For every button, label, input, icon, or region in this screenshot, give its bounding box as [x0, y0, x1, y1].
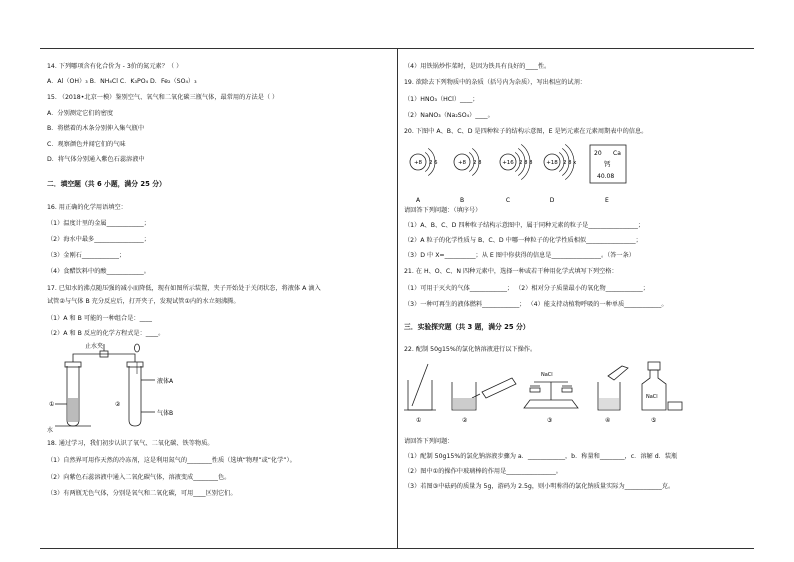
bottle-reagent-label: NaCl [646, 394, 658, 400]
question-22-part-3: （3）若图③中砝码的质量为 5g，游码为 2.5g，则小明称得的氯化钠质量实际为____________克。 [404, 483, 675, 490]
nucleus-charge: +8 [413, 160, 423, 166]
step-4-label: ④ [605, 417, 611, 424]
electron-count: 8 [568, 160, 572, 166]
electron-count: 6 [434, 160, 438, 166]
question-18-part-3: （3）有两瓶无色气体，分别是氧气和二氧化碳，可用____区别它们。 [47, 490, 237, 497]
step-3-label: ③ [547, 417, 553, 424]
question-15-option-d: D．将气体分别通入紫色石蕊溶液中 [47, 156, 145, 163]
tube-1-label: ① [49, 401, 55, 408]
electron-count: 2 [429, 160, 433, 166]
question-14: 14. 下列哪项含有化合价为 - 3价的氮元素？（ ） [47, 63, 183, 70]
periodic-table-cell [590, 145, 626, 204]
question-22-prompt: 请回答下列问题： [404, 438, 454, 445]
question-20-part-2: （2）A 粒子的化学性质与 B、C、D 中哪一种粒子的化学性质相似________________； [404, 237, 642, 244]
question-20-part-3: （3）D 中 X=__________；从 E 图中你获得的信息是________________。（答一条） [404, 252, 635, 259]
question-15-option-a: A．分别测定它们的密度 [47, 110, 114, 117]
question-20-part-1: （1）A、B、C、D 四种粒子结构示意图中，属于同种元素的粒子是________________； [404, 222, 645, 229]
question-18: 18. 通过学习，我们初步认识了氧气、二氧化碳、铁等物质。 [47, 440, 214, 447]
electron-count: x [573, 160, 577, 166]
question-22-part-1: （1）配制 50g15%的氯化钠溶液步骤为 a．____________，b．称量和________，c．溶解 d．装瓶 [404, 453, 678, 460]
electron-count: 8 [524, 160, 528, 166]
step-5-label: ⑤ [651, 417, 657, 424]
column-divider [397, 48, 398, 548]
question-18-part-2: （2）向紫色石蕊溶液中通入二氧化碳气体，溶液变成________色。 [47, 474, 231, 481]
question-17-apparatus-figure [45, 342, 185, 434]
dropper-bulb [135, 344, 140, 352]
solution-prep-figure [402, 358, 692, 428]
question-19-part-1: （1）HNO₃（HCl）____； [404, 96, 479, 103]
atom-letter: A [415, 197, 421, 204]
question-20-prompt: 请回答下列问题：（填序号） [404, 207, 482, 214]
question-19-part-2: （2）NaNO₃（Na₂SO₄）____。 [404, 112, 494, 119]
stirring-rod [412, 364, 428, 406]
question-22: 22. 配制 50g15%的氯化钠溶液进行以下操作。 [404, 346, 537, 353]
atom-diagram-b [454, 148, 482, 204]
question-17-line-1: 17. 已知水的沸点随压强的减小而降低，现有如图所示装置，夹子开始处于关闭状态，将液体 A 滴入 [47, 285, 321, 292]
electron-count: 2 [519, 160, 523, 166]
nucleus-charge: +16 [502, 160, 514, 166]
atom-letter: B [459, 197, 465, 204]
question-18-part-1: （1）自然界可用作天然的冷冻剂，这是利用氮气的________性质（选填“物理”或“化学”）。 [47, 457, 296, 464]
atomic-number: 20 [594, 150, 602, 157]
electron-count: 8 [529, 160, 533, 166]
question-21-parts-1-2: （1）可用于灭火的气体____________； （2）相对分子质量最小的氧化物____________； [404, 285, 649, 292]
question-16: 16. 用正确的化学用语填空： [47, 204, 127, 211]
question-14-options: A．Al（OH）₃ B．NH₄Cl C．K₃PO₄ D．Fe₂（SO₄）₃ [47, 78, 197, 85]
tube-2-label: ② [115, 401, 121, 408]
question-17-line-2: 试管②与气体 B 充分反应后，打开夹子，发现试管①内的水立刻沸腾。 [47, 298, 240, 305]
question-16-part-1: （1）温度计里的金属____________； [47, 220, 150, 227]
question-22-part-2: （2）图中①的操作中玻璃棒的作用是________________。 [404, 468, 562, 475]
question-19: 19. 欲除去下列物质中的杂质（括号内为杂质），写出相应的试剂： [404, 79, 586, 86]
water-label: 水 [47, 427, 54, 434]
liquid-a-label: 液体A [157, 378, 174, 385]
atom-letter: C [505, 197, 511, 204]
question-21-parts-3-4: （3）一种可再生的液体燃料____________； （4）能支持动植物呼吸的一种单质____________。 [404, 301, 668, 308]
element-letter: E [605, 197, 609, 204]
nucleus-charge: +8 [457, 160, 467, 166]
element-name: 钙 [604, 160, 611, 168]
graduated-cylinder [482, 378, 516, 398]
atomic-structure-figure [400, 140, 640, 206]
nucleus-charge: +18 [546, 160, 558, 166]
question-16-part-2: （2）海水中最多________________； [47, 236, 150, 243]
atom-diagram-c [500, 144, 533, 204]
question-15: 15. （2018•北京一模）鉴别空气、氧气和二氧化碳三瓶气体，最常用的方法是（ ） [47, 94, 279, 101]
question-20: 20. 下图中 A、B、C、D 是四种粒子的结构示意图，E 是钙元素在元素周期表中的信息。 [404, 128, 648, 135]
element-symbol: Ca [613, 150, 621, 157]
electron-count: 8 [478, 160, 482, 166]
question-15-option-b: B．将燃着的木条分别伸入集气瓶中 [47, 125, 145, 132]
balance-base [524, 400, 578, 408]
question-18-part-4: （4）用铁锅炒作菜时，是因为铁具有良好的____性。 [404, 63, 551, 70]
question-16-part-4: （4）食醋饮料中的酸____________。 [47, 268, 150, 275]
bottom-border [40, 548, 754, 549]
section-2-heading: 二．填空题（共 6 小题，满分 25 分） [47, 180, 166, 188]
section-3-heading: 三．实验探究题（共 3 题，满分 25 分） [404, 323, 530, 331]
spoon-icon [608, 366, 628, 380]
question-21: 21. 在 H、O、C、N 四种元素中，选择一种或若干种用化学式填写下列空格： [404, 268, 618, 275]
clamp-label: 止水夹 [85, 343, 104, 350]
question-17-part-1: （1）A 和 B 可能的一种组合是：____ [47, 315, 152, 322]
electron-count: 2 [563, 160, 567, 166]
question-17-part-2: （2）A 和 B 反应的化学方程式是：____。 [47, 330, 165, 337]
balance-reagent-label: NaCl [541, 372, 553, 378]
gas-b-label: 气体B [157, 410, 174, 417]
electron-count: 2 [473, 160, 477, 166]
step-2-label: ② [462, 417, 468, 424]
question-15-option-c: C．观察颜色并闻它们的气味 [47, 141, 126, 148]
atomic-mass: 40.08 [597, 173, 615, 180]
atom-diagram-a [410, 148, 438, 204]
reagent-bottle [642, 370, 666, 410]
atom-letter: D [549, 197, 555, 204]
connecting-tube [73, 354, 135, 362]
test-tube-2 [129, 366, 141, 426]
atom-diagram-d [544, 144, 577, 204]
step-1-label: ① [416, 417, 422, 424]
question-16-part-3: （3）金刚石____________； [47, 252, 126, 259]
